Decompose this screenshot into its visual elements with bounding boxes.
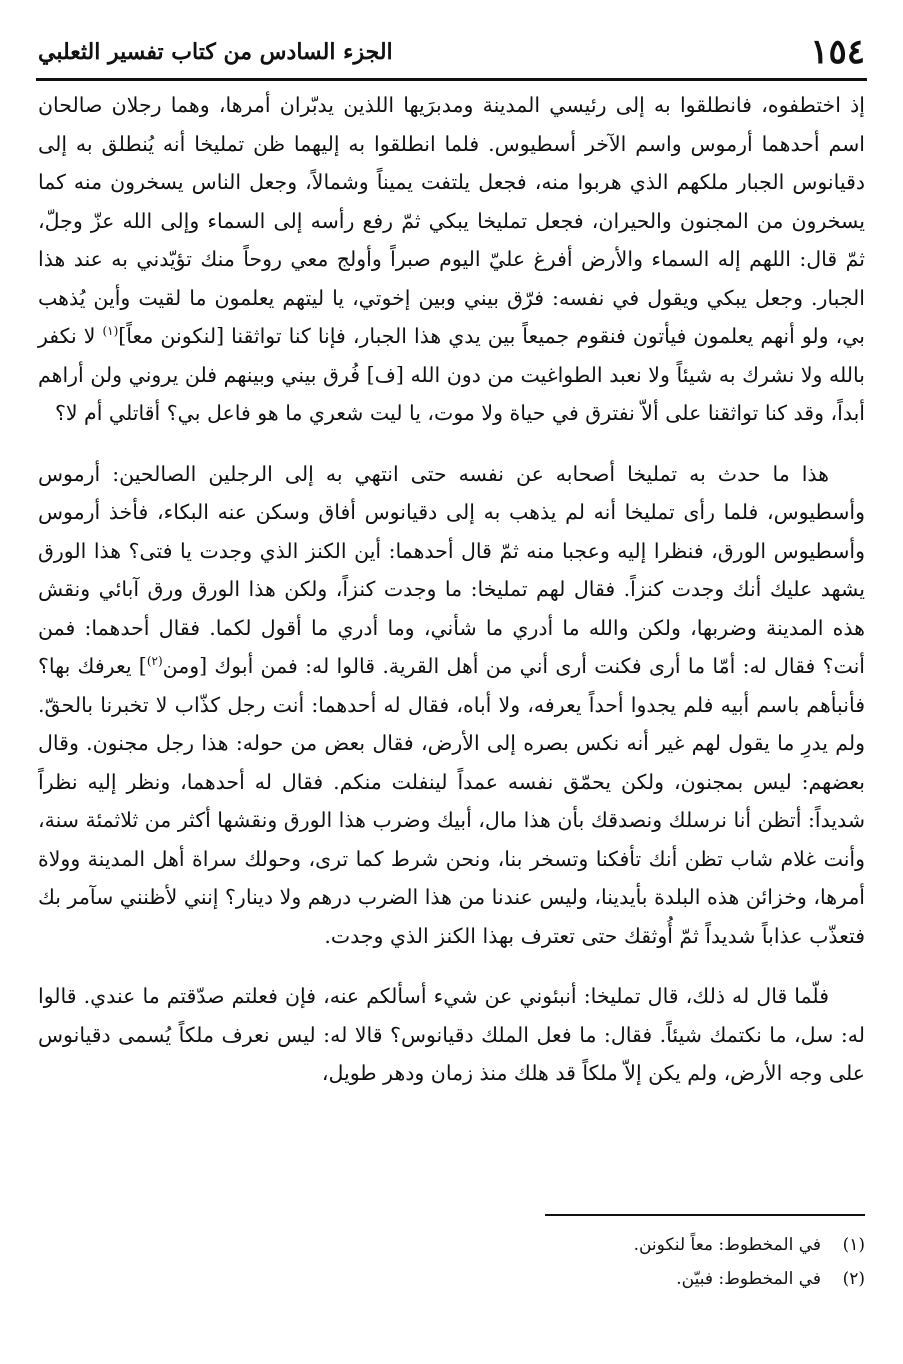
paragraph-2-part-a: هذا ما حدث به تمليخا أصحابه عن نفسه حتى انتهي به إلى الرجلين الصالحين: أرموس وأسطيوس، فلما رأى تمليخا أنه لم يذهب به إلى دقيانوس أفاق وسكن عنه البكاء، فأخذ أرموس وأسطيوس الورق، فنظرا إليه وعجبا منه ثمّ قال أحدهما: أين الكنز الذي وجدت يا فتى؟ هذا الورق يشهد عليك أنك وجدت كنزاً. فقال لهم تمليخا: ما وجدت كنزاً، ولكن هذا الورق ورق آبائي ونقش هذه المدينة وضربها، ولكن والله ما أدري ما شأني، وما أدري ما أقول لكما. فقال أحدهما: فمن أنت؟ فقال له: أمّا ما أرى فكنت أرى أني من أهل القرية. قالوا له: فمن أبوك [ومن <box>38 461 865 678</box>
paragraph-1 <box>38 86 865 433</box>
paragraph-2-part-b: ] يعرفك بها؟ فأنبأهم باسم أبيه فلم يجدوا أحداً يعرفه، ولا أباه، فقال له أحدهما: أنت رجل كذّاب لا تخبرنا بالحقّ. ولم يدرِ ما يقول لهم غير أنه نكس بصره إلى الأرض، فقال بعض من حوله: هذا رجل مجنون. وقال بعضهم: ليس بمجنون، ولكن يحمّق نفسه عمداً لينفلت منكم. فقال له أحدهما، ونظر إليه نظراً شديداً: أتظن أنا نرسلك ونصدقك بأن هذا مال، أبيك وضرب هذا الورق ونقشها أكثر من ثلاثمئة سنة، وأنت غلام شاب تظن أنك تأفكنا وتسخر بنا، ونحن شرط كما ترى، وحولك سراة أهل المدينة وولاة أمرها، وخزائن هذه البلدة بأيدينا، وليس عندنا من هذا الضرب درهم ولا دينار؟ إنني لأظنني سآمر بك فتعذّب عذاباً شديداً ثمّ أُوثقك حتى تعترف بهذا الكنز الذي وجدت. <box>38 654 865 948</box>
paragraph-3: فلّما قال له ذلك، قال تمليخا: أنبئوني عن شيء أسألكم عنه، فإن فعلتم صدّقتم ما عندي. قالوا له: سل، ما نكتمك شيئاً. فقال: ما فعل الملك دقيانوس؟ قالا له: ليس نعرف ملكاً يُسمى دقيانوس على وجه الأرض، ولم يكن إلاّ ملكاً قد هلك منذ زمان ودهر طويل، <box>38 984 865 1085</box>
footnote-text: في المخطوط: معاً لنكونن. <box>633 1235 821 1255</box>
footnote-ref-1: (١) <box>102 324 119 339</box>
paragraph-1-part-b: لا نكفر بالله ولا نشرك به شيئاً ولا نعبد الطواغيت من دون الله [ف] فُرق بيني وبينهم فلن يروني ولن أراهم أبداً، وقد كنا تواثقنا على ألاّ نفترق في حياة ولا موت، يا ليت شعري ما هو فاعل بي؟ أقاتلي أم لا؟ <box>38 324 865 425</box>
footnote-number: (١) <box>842 1235 865 1255</box>
footnotes <box>38 1228 865 1296</box>
footnote-rule <box>545 1214 865 1216</box>
paragraph-gap <box>38 955 865 977</box>
footnote-number: (٢) <box>842 1269 865 1289</box>
footnote-2 <box>38 1262 865 1296</box>
paragraph-gap <box>38 433 865 455</box>
footnote-text: في المخطوط: فبيّن. <box>676 1269 821 1289</box>
running-title: الجزء السادس من كتاب تفسير الثعلبي <box>38 39 393 65</box>
page-number: ١٥٤ <box>810 32 865 72</box>
footnote-ref-2: (٢) <box>146 654 163 669</box>
footnote-1 <box>38 1228 865 1262</box>
main-text <box>38 86 865 1093</box>
page-header <box>38 30 865 74</box>
paragraph-1-part-a: إذ اختطفوه، فانطلقوا به إلى رئيسي المدينة ومدبرَيها اللذين يدبّران أمرها، وهما رجلان صالحان اسم أحدهما أرموس واسم الآخر أسطيوس. فلما انطلقوا به إليهما ظن تمليخا أنه يُنطلق به إلى دقيانوس الجبار ملكهم الذي هربوا منه، فجعل يلتفت يميناً وشمالاً، وجعل الناس يسخرون منه كما يسخرون من المجنون والحيران، فجعل تمليخا يبكي ثمّ رفع رأسه إلى السماء وإلى الله عزّ وجلّ، ثمّ قال: اللهم إله السماء والأرض أفرغ عليّ اليوم صبراً وأولج معي روحاً منك تؤيّدني به عند هذا الجبار. وجعل يبكي ويقول في نفسه: فرّق بيني وبين إخوتي، يا ليتهم يعلمون ما لقيت وأين يُذهب بي، ولو أنهم يعلمون فيأتون فنقوم جميعاً بين يدي هذا الجبار، فإنا كنا تواثقنا [لنكونن معاً] <box>38 93 866 348</box>
header-rule <box>36 78 867 81</box>
paragraph-2 <box>38 455 865 956</box>
